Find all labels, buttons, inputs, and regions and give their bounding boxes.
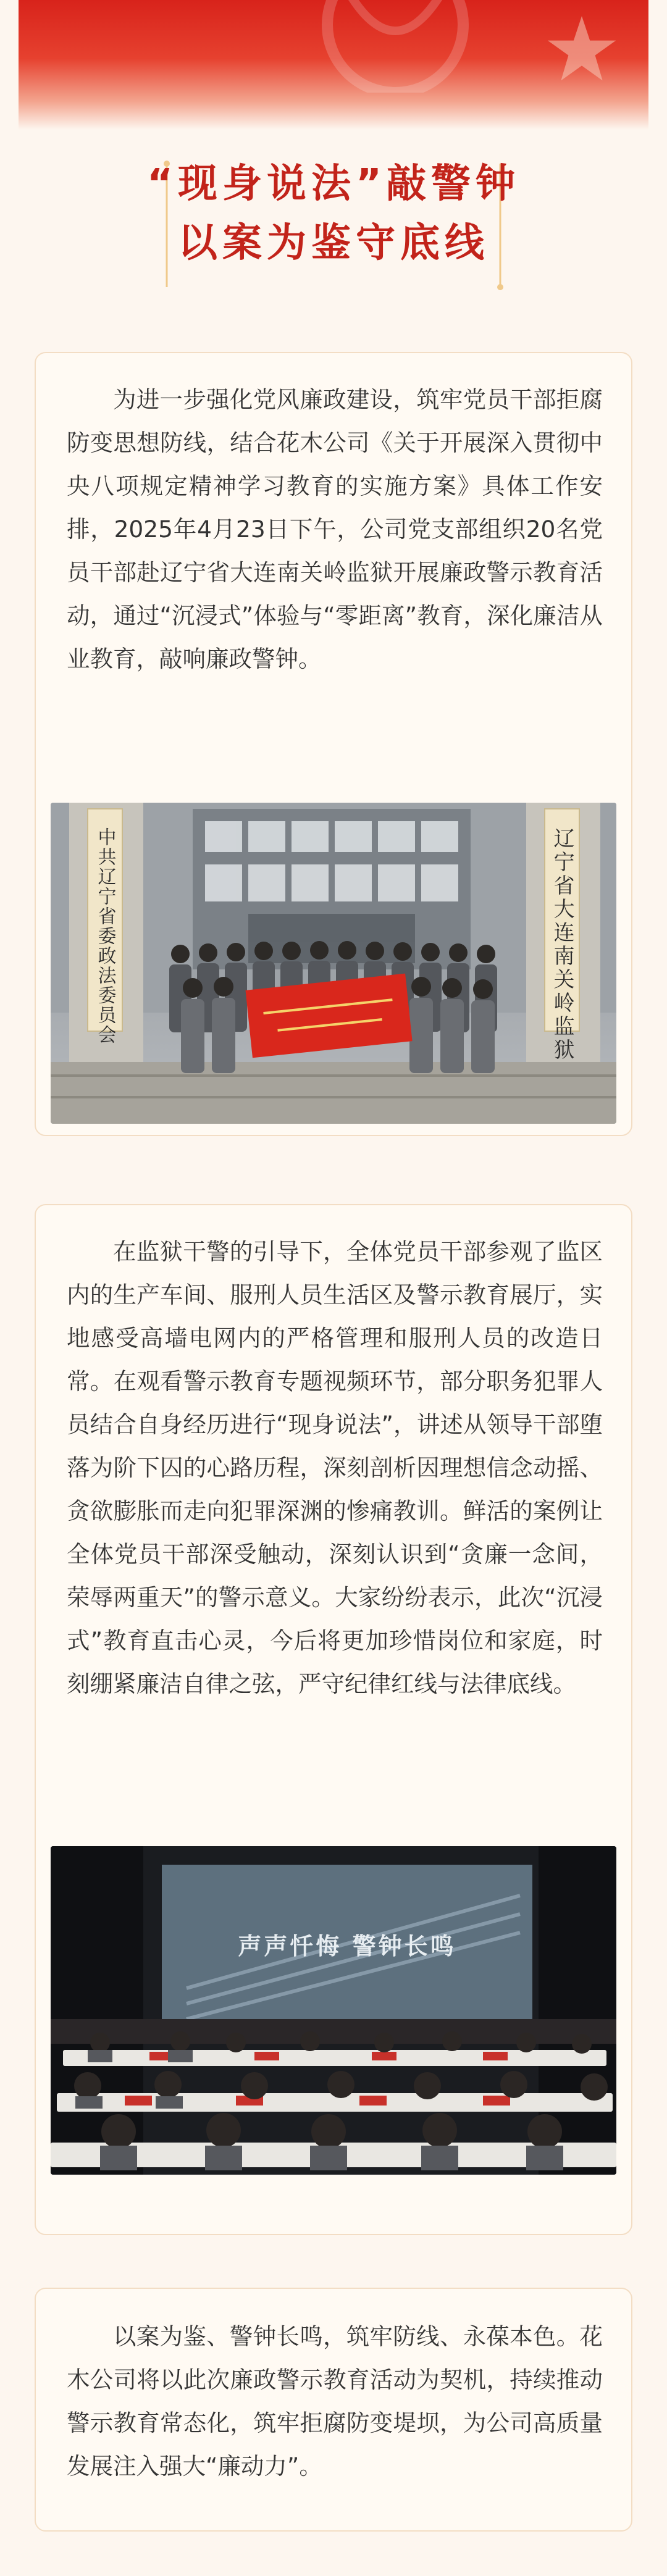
title-line-1: “现身说法”敲警钟	[146, 161, 521, 207]
star-icon	[545, 12, 619, 86]
screen-title-text: 声声忏悔 警钟长鸣	[238, 1933, 456, 1960]
article-title	[0, 154, 667, 273]
section-card-conclusion	[35, 2288, 632, 2532]
section-paragraph: 在监狱干警的引导下，全体党员干部参观了监区内的生产车间、服刑人员生活区及警示教育展厅，实地感受高墙电网内的严格管理和服刑人员的改造日常。在观看警示教育专题视频环节，部分职务犯罪人员结合自身经历进行“现身说法”，讲述从领导干部堕落为阶下囚的心路历程，深刻剖析因理想信念动摇、贪欲膨胀而走向犯罪深渊的惨痛教训。鲜活的案例让全体党员干部深受触动，深刻认识到“贪廉一念间，荣辱两重天”的警示意义。大家纷纷表示，此次“沉浸式”教育直击心灵，今后将更加珍惜岗位和家庭，时刻绷紧廉洁自律之弦，严守纪律红线与法律底线。	[67, 1238, 603, 1697]
party-emblem-icon	[290, 0, 500, 93]
title-line-2: 以案为鉴守底线	[178, 220, 489, 266]
section-card-intro	[35, 352, 632, 1136]
header-banner	[19, 0, 648, 130]
section-paragraph: 为进一步强化党风廉政建设，筑牢党员干部拒腐防变思想防线，结合花木公司《关于开展深入贯彻中央八项规定精神学习教育的实施方案》具体工作安排，2025年4月23日下午，公司党支部组织20名党员干部赴辽宁省大连南关岭监狱开展廉政警示教育活动，通过“沉浸式”体验与“零距离”教育，深化廉洁从业教育，敲响廉政警钟。	[67, 386, 603, 672]
section-paragraph: 以案为鉴、警钟长鸣，筑牢防线、永葆本色。花木公司将以此次廉政警示教育活动为契机，持续推动警示教育常态化，筑牢拒腐防变堤坝，为公司高质量发展注入强大“廉动力”。	[67, 2323, 603, 2480]
right-sign-text: 辽宁省大连南关岭监狱	[550, 827, 574, 1062]
auditorium-photo	[51, 1846, 616, 2175]
group-photo	[51, 803, 616, 1124]
auditorium-photo-image	[51, 1846, 616, 2175]
group-photo-image	[51, 803, 616, 1124]
section-card-visit	[35, 1204, 632, 2235]
left-sign-text: 中共辽宁省委政法委员会	[94, 827, 116, 1045]
